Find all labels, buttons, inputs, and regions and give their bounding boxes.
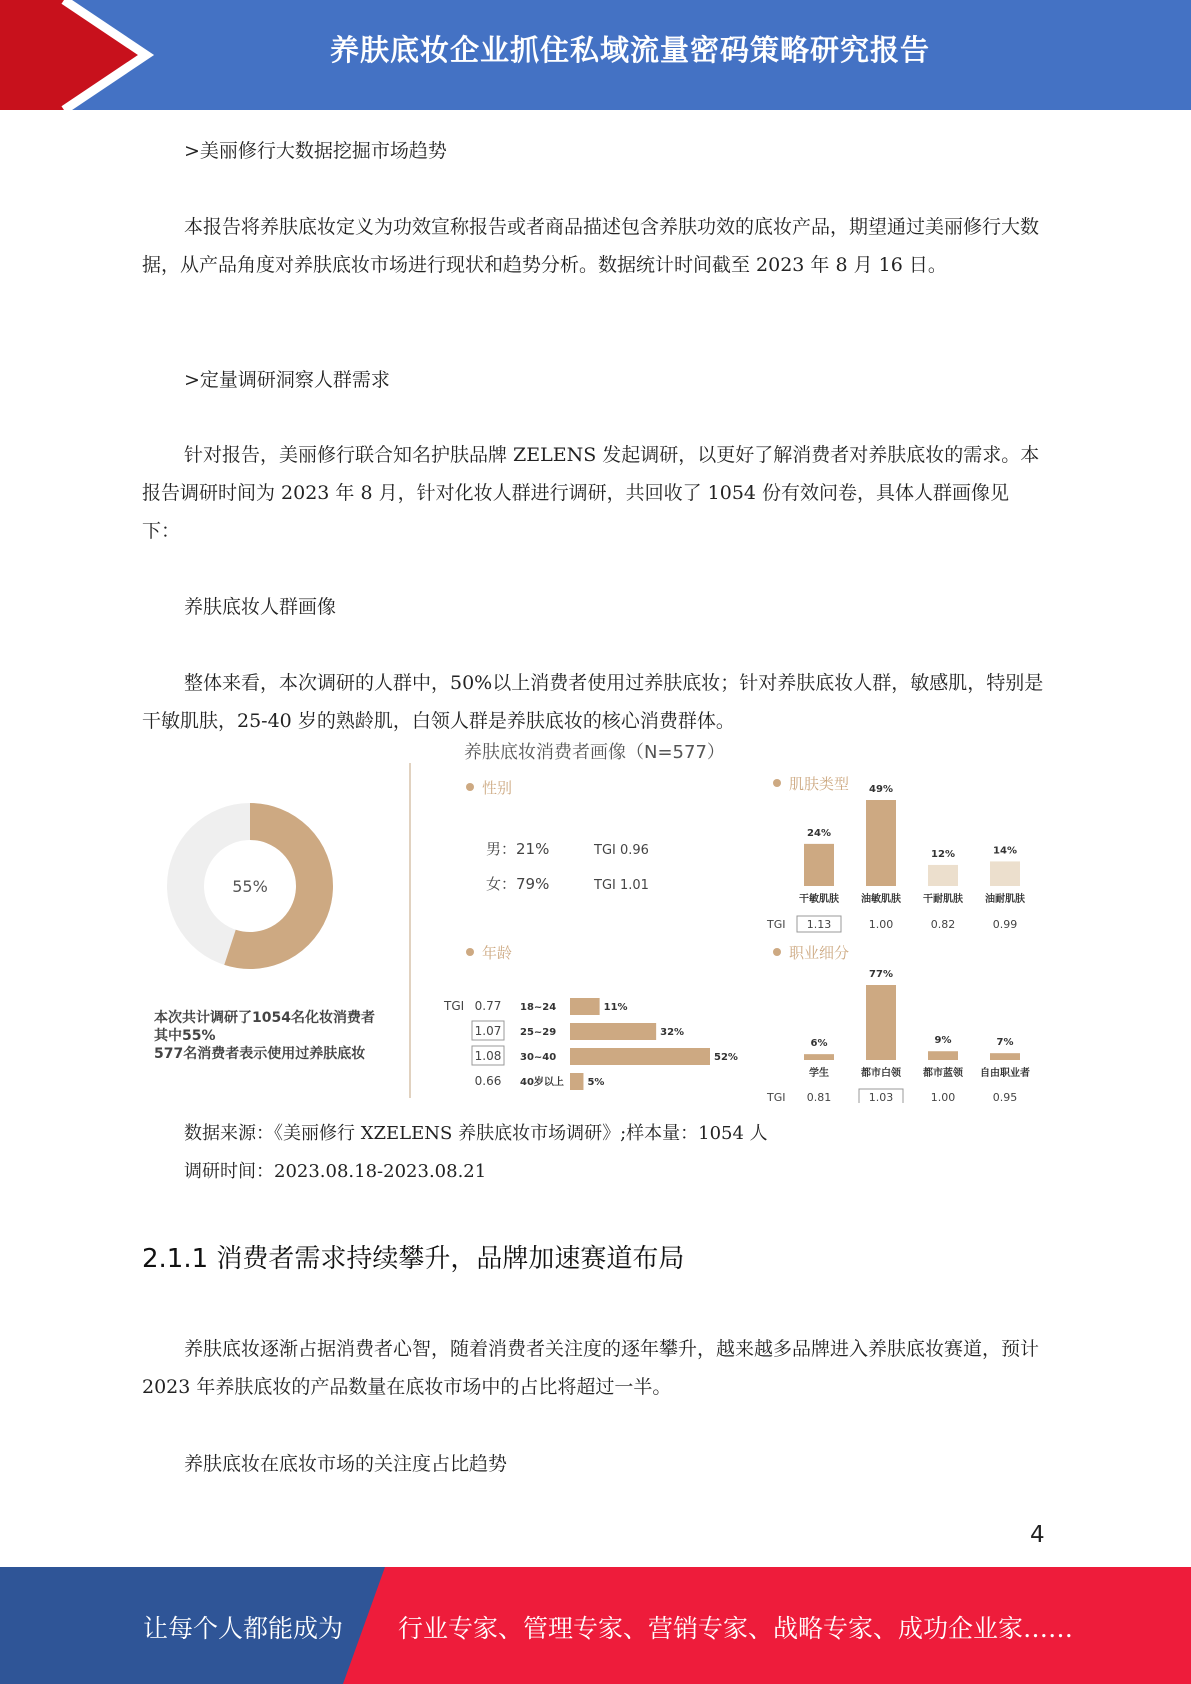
age-category-label: 30~40 <box>520 1052 557 1063</box>
skin-tgi-value: 0.82 <box>930 918 956 931</box>
paragraph-demand: 养肤底妆逐渐占据消费者心智，随着消费者关注度的逐年攀升，越来越多品牌进入养肤底妆赛道，预计 2023 年养肤底妆的产品数量在底妆市场中的占比将超过一半。 <box>142 1338 1040 1398</box>
skin-bar-value: 49% <box>869 784 893 795</box>
footer-slogan-right: 行业专家、管理专家、营销专家、战略专家、成功企业家…… <box>398 1614 1074 1643</box>
gender-heading: 性别 <box>482 779 513 797</box>
job-bullet <box>773 948 781 956</box>
age-bar <box>570 1048 710 1065</box>
skin-tgi-label: TGI <box>767 918 786 931</box>
skin-bar <box>866 800 896 886</box>
section-heading-2-1-1: 2.1.1 消费者需求持续攀升，品牌加速赛道布局 <box>142 1244 685 1274</box>
skin-bar <box>928 865 958 886</box>
age-category-label: 18~24 <box>520 1002 557 1013</box>
gender-bullet <box>466 783 474 791</box>
job-category-label: 都市白领 <box>861 1068 901 1079</box>
survey-note-line: 本次共计调研了1054名化妆消费者 <box>154 1010 375 1026</box>
skin-bar-value: 14% <box>993 845 1017 857</box>
footer-slogan-left: 让每个人都能成为 <box>143 1614 344 1643</box>
skin-bar <box>804 844 834 886</box>
age-tgi-value: 1.08 <box>474 1049 502 1063</box>
age-bar-value: 52% <box>714 1052 738 1063</box>
survey-period: 调研时间：2023.08.18-2023.08.21 <box>184 1161 487 1182</box>
job-tgi-value: 0.81 <box>806 1091 832 1103</box>
job-bar-value: 6% <box>810 1038 828 1050</box>
job-bar-value: 7% <box>996 1037 1014 1049</box>
infographic-title: 养肤底妆消费者画像（N=577） <box>464 742 725 763</box>
page-number: 4 <box>1030 1522 1045 1548</box>
gender-row-tgi: TGI 1.01 <box>594 878 649 893</box>
age-bullet <box>466 948 474 956</box>
job-bar <box>804 1054 834 1060</box>
paragraph-survey: 针对报告，美丽修行联合知名护肤品牌 ZELENS 发起调研，以更好了解消费者对养肤底妆的需求。本报告调研时间为 2023 年 8 月，针对化妆人群进行调研，共回收了 1054 份有效问卷，具体人群画像见下： <box>142 444 1040 542</box>
job-bar-value: 9% <box>934 1035 952 1047</box>
consumer-persona-infographic <box>142 738 1047 1103</box>
job-bar-value: 77% <box>869 969 893 980</box>
job-tgi-value: 0.95 <box>992 1091 1018 1103</box>
skin-category-label: 干敏肌肤 <box>799 894 839 905</box>
data-source: 数据来源：《美丽修行 XZELENS 养肤底妆市场调研》;样本量：1054 人 <box>184 1123 768 1144</box>
skin-tgi-value: 1.13 <box>806 918 832 931</box>
job-bar <box>866 985 896 1060</box>
job-category-label: 学生 <box>809 1068 829 1079</box>
subtitle-attention-trend: 养肤底妆在底妆市场的关注度占比趋势 <box>184 1453 508 1475</box>
age-tgi-value: 1.07 <box>474 1024 502 1038</box>
skin-bar <box>990 861 1020 886</box>
paragraph-persona: 整体来看，本次调研的人群中，50%以上消费者使用过养肤底妆；针对养肤底妆人群，敏感肌，特别是干敏肌肤，25-40 岁的熟龄肌，白领人群是养肤底妆的核心消费群体。 <box>142 672 1044 732</box>
age-heading: 年龄 <box>482 944 513 962</box>
paragraph-definition: 本报告将养肤底妆定义为功效宣称报告或者商品描述包含养肤功效的底妆产品，期望通过美丽修行大数据，从产品角度对养肤底妆市场进行现状和趋势分析。数据统计时间截至 2023 年 8 月 16 日。 <box>142 216 1040 276</box>
job-bar <box>928 1051 958 1060</box>
skin-bar-value: 24% <box>807 827 831 839</box>
gender-row-label: 男：21% <box>486 840 550 858</box>
skin-category-label: 干耐肌肤 <box>923 894 963 905</box>
infographic-svg <box>142 738 1047 1103</box>
age-bar-value: 11% <box>603 1002 628 1013</box>
job-category-label: 自由职业者 <box>980 1068 1030 1079</box>
page-header <box>0 0 1191 110</box>
skin-tgi-value: 0.99 <box>992 918 1018 931</box>
age-tgi-value: 0.66 <box>474 1074 502 1088</box>
age-tgi-label: TGI <box>444 999 465 1013</box>
age-bar <box>570 998 600 1015</box>
age-bar <box>570 1073 583 1090</box>
age-bar-value: 32% <box>660 1027 685 1038</box>
skin-heading: 肌肤类型 <box>789 775 850 793</box>
job-tgi-value: 1.00 <box>930 1091 956 1103</box>
page-footer <box>0 1567 1191 1684</box>
job-tgi-label: TGI <box>767 1091 786 1103</box>
gender-row-label: 女：79% <box>486 875 550 893</box>
age-bar-value: 5% <box>587 1077 605 1088</box>
age-category-label: 25~29 <box>520 1027 557 1038</box>
subtitle-big-data: >美丽修行大数据挖掘市场趋势 <box>184 140 447 162</box>
donut-center-label: 55% <box>232 877 268 896</box>
skin-bar-value: 12% <box>931 848 955 860</box>
header-arrow-decoration <box>0 0 200 110</box>
skin-bullet <box>773 779 781 787</box>
age-bar <box>570 1023 656 1040</box>
age-tgi-value: 0.77 <box>474 999 502 1013</box>
job-bar <box>990 1053 1020 1060</box>
job-tgi-value: 1.03 <box>868 1091 894 1103</box>
gender-row-tgi: TGI 0.96 <box>594 843 649 858</box>
skin-category-label: 油敏肌肤 <box>861 894 901 905</box>
skin-tgi-value: 1.00 <box>868 918 894 931</box>
skin-category-label: 油耐肌肤 <box>985 894 1025 905</box>
job-heading: 职业细分 <box>789 944 850 962</box>
subtitle-survey: >定量调研洞察人群需求 <box>184 369 390 391</box>
survey-note-line: 其中55% <box>154 1028 216 1044</box>
job-category-label: 都市蓝领 <box>923 1068 963 1079</box>
survey-note-line: 577名消费者表示使用过养肤底妆 <box>154 1046 366 1062</box>
subtitle-persona: 养肤底妆人群画像 <box>184 596 337 618</box>
header-title: 养肤底妆企业抓住私域流量密码策略研究报告 <box>329 33 930 67</box>
age-category-label: 40岁以上 <box>520 1077 564 1088</box>
